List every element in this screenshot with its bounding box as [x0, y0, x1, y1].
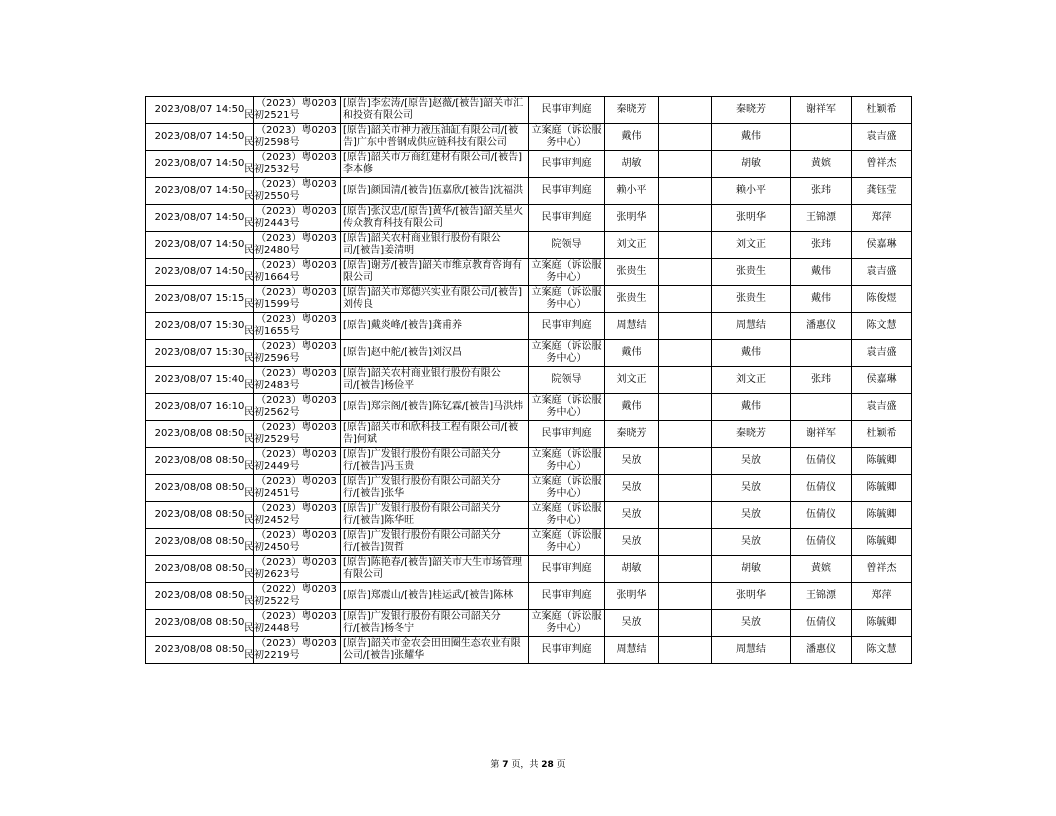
hearing-time-cell: 2023/08/08 08:50: [146, 448, 254, 475]
empty-cell: [659, 421, 712, 448]
presiding-judge-cell: 周慧结: [712, 313, 791, 340]
case-number-cell: [244, 502, 341, 529]
department-cell: 立案庭（诉讼服务中心）: [529, 340, 605, 367]
judge-cell: 胡敏: [605, 556, 659, 583]
empty-cell: [659, 610, 712, 637]
parties-cell: [原告]韶关市神力液压油缸有限公司/[被告]广东中普钢成供应链科技有限公司: [341, 124, 529, 151]
case-number-line1: （2023）粤0203: [256, 314, 337, 325]
department-cell: 民事审判庭: [529, 556, 605, 583]
assistant-judge-cell: [791, 340, 852, 367]
clerk-cell: 侯嘉琳: [852, 367, 912, 394]
case-number-line1: （2023）粤0203: [256, 98, 337, 109]
empty-cell: [659, 124, 712, 151]
department-cell: 民事审判庭: [529, 151, 605, 178]
judge-cell: 吴放: [605, 448, 659, 475]
assistant-judge-cell: 张玮: [791, 178, 852, 205]
case-number-cell: [244, 232, 341, 259]
department-cell: 立案庭（诉讼服务中心）: [529, 610, 605, 637]
table-row: [146, 124, 912, 151]
case-number-line1: （2023）粤0203: [256, 557, 337, 568]
case-number-line1: （2023）粤0203: [256, 395, 337, 406]
clerk-cell: 陈毓卿: [852, 448, 912, 475]
case-number-cell: [244, 367, 341, 394]
case-number-cell: [244, 421, 341, 448]
assistant-judge-cell: [791, 394, 852, 421]
presiding-judge-cell: 吴放: [712, 610, 791, 637]
parties-cell: [原告]郑宗阁/[被告]陈钇霖/[被告]马洪炜: [341, 394, 529, 421]
hearing-time-cell: 2023/08/07 15:30: [146, 340, 254, 367]
department-cell: 院领导: [529, 367, 605, 394]
case-number-line2: 民初2443号: [244, 218, 300, 229]
empty-cell: [659, 448, 712, 475]
department-cell: 立案庭（诉讼服务中心）: [529, 286, 605, 313]
clerk-cell: 侯嘉琳: [852, 232, 912, 259]
judge-cell: 张贵生: [605, 286, 659, 313]
case-number-cell: [244, 286, 341, 313]
table-row: [146, 610, 912, 637]
case-number-line2: 民初2449号: [244, 461, 300, 472]
department-cell: 立案庭（诉讼服务中心）: [529, 475, 605, 502]
hearing-time-cell: 2023/08/08 08:50: [146, 421, 254, 448]
table-row: [146, 259, 912, 286]
footer-suffix: 页: [556, 760, 566, 770]
hearing-time-cell: 2023/08/07 14:50: [146, 232, 254, 259]
case-number-cell: [244, 556, 341, 583]
case-number-cell: [244, 313, 341, 340]
presiding-judge-cell: 张贵生: [712, 259, 791, 286]
presiding-judge-cell: 秦晓芳: [712, 421, 791, 448]
case-number-line1: （2023）粤0203: [256, 260, 337, 271]
parties-cell: [原告]谢芳/[被告]韶关市维京教育咨询有限公司: [341, 259, 529, 286]
parties-cell: [原告]韶关农村商业银行股份有限公司/[被告]姜清明: [341, 232, 529, 259]
table-row: [146, 286, 912, 313]
presiding-judge-cell: 吴放: [712, 529, 791, 556]
department-cell: 立案庭（诉讼服务中心）: [529, 529, 605, 556]
case-number-line1: （2023）粤0203: [256, 422, 337, 433]
table-row: [146, 556, 912, 583]
case-number-line1: （2022）粤0203: [256, 584, 337, 595]
empty-cell: [659, 529, 712, 556]
table-row: [146, 475, 912, 502]
parties-cell: [原告]张汉忠/[原告]黄华/[被告]韶关星火传众教育科技有限公司: [341, 205, 529, 232]
parties-cell: [原告]韶关农村商业银行股份有限公司/[被告]杨俭平: [341, 367, 529, 394]
assistant-judge-cell: 谢祥军: [791, 421, 852, 448]
empty-cell: [659, 340, 712, 367]
department-cell: 立案庭（诉讼服务中心）: [529, 394, 605, 421]
table-row: [146, 367, 912, 394]
hearing-time-cell: 2023/08/07 14:50: [146, 151, 254, 178]
judge-cell: 秦晓芳: [605, 421, 659, 448]
case-number-line2: 民初2450号: [244, 542, 300, 553]
case-number-cell: [244, 178, 341, 205]
case-number-line2: 民初2562号: [244, 407, 300, 418]
presiding-judge-cell: 胡敏: [712, 151, 791, 178]
footer-page-number: 7: [502, 760, 509, 770]
parties-cell: [原告]韶关市金农会田田圈生态农业有限公司/[被告]张耀华: [341, 637, 529, 664]
parties-cell: [原告]广发银行股份有限公司韶关分行/[被告]杨冬宁: [341, 610, 529, 637]
assistant-judge-cell: 王锦漂: [791, 583, 852, 610]
judge-cell: 吴放: [605, 475, 659, 502]
table-row: [146, 583, 912, 610]
judge-cell: 秦晓芳: [605, 97, 659, 124]
case-number-line1: （2023）粤0203: [256, 449, 337, 460]
department-cell: 立案庭（诉讼服务中心）: [529, 448, 605, 475]
case-number-cell: [244, 394, 341, 421]
case-number-line2: 民初2529号: [244, 434, 300, 445]
page-footer: [0, 757, 1056, 770]
case-number-line2: 民初2596号: [244, 353, 300, 364]
presiding-judge-cell: 张贵生: [712, 286, 791, 313]
empty-cell: [659, 205, 712, 232]
clerk-cell: 曾祥杰: [852, 556, 912, 583]
hearing-time-cell: 2023/08/07 14:50: [146, 97, 254, 124]
hearing-time-cell: 2023/08/08 08:50: [146, 529, 254, 556]
judge-cell: 刘文正: [605, 232, 659, 259]
presiding-judge-cell: 吴放: [712, 448, 791, 475]
case-number-line1: （2023）粤0203: [256, 530, 337, 541]
hearing-time-cell: 2023/08/08 08:50: [146, 556, 254, 583]
clerk-cell: 陈文慧: [852, 313, 912, 340]
case-number-line2: 民初1664号: [244, 272, 300, 283]
case-number-line2: 民初2483号: [244, 380, 300, 391]
clerk-cell: 袁吉盛: [852, 340, 912, 367]
case-number-line2: 民初2521号: [244, 110, 300, 121]
case-number-line1: （2023）粤0203: [256, 341, 337, 352]
judge-cell: 吴放: [605, 529, 659, 556]
case-number-cell: [244, 124, 341, 151]
assistant-judge-cell: 伍倩仪: [791, 448, 852, 475]
clerk-cell: 袁吉盛: [852, 259, 912, 286]
parties-cell: [原告]韶关市和欣科技工程有限公司/[被告]何斌: [341, 421, 529, 448]
parties-cell: [原告]广发银行股份有限公司韶关分行/[被告]陈华旺: [341, 502, 529, 529]
hearing-time-cell: 2023/08/07 14:50: [146, 178, 254, 205]
footer-total-pages: 28: [541, 760, 554, 770]
presiding-judge-cell: 吴放: [712, 502, 791, 529]
case-number-line1: （2023）粤0203: [256, 476, 337, 487]
parties-cell: [原告]赵中舵/[被告]刘汉昌: [341, 340, 529, 367]
clerk-cell: 陈毓卿: [852, 610, 912, 637]
department-cell: 立案庭（诉讼服务中心）: [529, 124, 605, 151]
hearing-time-cell: 2023/08/08 08:50: [146, 610, 254, 637]
case-number-cell: [244, 340, 341, 367]
presiding-judge-cell: 刘文正: [712, 232, 791, 259]
empty-cell: [659, 583, 712, 610]
clerk-cell: 陈俊煜: [852, 286, 912, 313]
department-cell: 民事审判庭: [529, 97, 605, 124]
case-number-line1: （2023）粤0203: [256, 287, 337, 298]
empty-cell: [659, 97, 712, 124]
assistant-judge-cell: 戴伟: [791, 286, 852, 313]
case-number-line2: 民初1655号: [244, 326, 300, 337]
table-row: [146, 637, 912, 664]
presiding-judge-cell: 秦晓芳: [712, 97, 791, 124]
empty-cell: [659, 394, 712, 421]
empty-cell: [659, 313, 712, 340]
case-number-line1: （2023）粤0203: [256, 125, 337, 136]
judge-cell: 戴伟: [605, 340, 659, 367]
judge-cell: 吴放: [605, 610, 659, 637]
assistant-judge-cell: 伍倩仪: [791, 610, 852, 637]
clerk-cell: 杜颖希: [852, 97, 912, 124]
assistant-judge-cell: 黄嫔: [791, 556, 852, 583]
assistant-judge-cell: 王锦漂: [791, 205, 852, 232]
assistant-judge-cell: 张玮: [791, 232, 852, 259]
presiding-judge-cell: 戴伟: [712, 124, 791, 151]
assistant-judge-cell: [791, 124, 852, 151]
table-row: [146, 178, 912, 205]
assistant-judge-cell: 黄嫔: [791, 151, 852, 178]
clerk-cell: 袁吉盛: [852, 394, 912, 421]
case-number-line2: 民初2448号: [244, 623, 300, 634]
case-number-cell: [244, 259, 341, 286]
case-number-line2: 民初2219号: [244, 650, 300, 661]
judge-cell: 周慧结: [605, 313, 659, 340]
judge-cell: 吴放: [605, 502, 659, 529]
case-number-line1: （2023）粤0203: [256, 503, 337, 514]
hearing-time-cell: 2023/08/08 08:50: [146, 637, 254, 664]
presiding-judge-cell: 戴伟: [712, 340, 791, 367]
case-number-line2: 民初2522号: [244, 596, 300, 607]
assistant-judge-cell: 张玮: [791, 367, 852, 394]
case-number-cell: [244, 583, 341, 610]
table-row: [146, 151, 912, 178]
empty-cell: [659, 178, 712, 205]
hearing-schedule-table: [145, 96, 912, 664]
assistant-judge-cell: 伍倩仪: [791, 502, 852, 529]
table-row: [146, 232, 912, 259]
hearing-time-cell: 2023/08/07 16:10: [146, 394, 254, 421]
case-number-line1: （2023）粤0203: [256, 611, 337, 622]
hearing-time-cell: 2023/08/07 14:50: [146, 259, 254, 286]
case-number-cell: [244, 151, 341, 178]
empty-cell: [659, 637, 712, 664]
parties-cell: [原告]李宏涛/[原告]赵薇/[被告]韶关市汇和投资有限公司: [341, 97, 529, 124]
clerk-cell: 陈毓卿: [852, 475, 912, 502]
empty-cell: [659, 259, 712, 286]
hearing-time-cell: 2023/08/07 14:50: [146, 205, 254, 232]
clerk-cell: 杜颖希: [852, 421, 912, 448]
clerk-cell: 陈毓卿: [852, 529, 912, 556]
table-row: [146, 205, 912, 232]
clerk-cell: 袁吉盛: [852, 124, 912, 151]
department-cell: 民事审判庭: [529, 421, 605, 448]
case-number-line1: （2023）粤0203: [256, 638, 337, 649]
hearing-time-cell: 2023/08/08 08:50: [146, 583, 254, 610]
assistant-judge-cell: 戴伟: [791, 259, 852, 286]
judge-cell: 张贵生: [605, 259, 659, 286]
department-cell: 院领导: [529, 232, 605, 259]
case-number-line2: 民初2598号: [244, 137, 300, 148]
case-number-cell: [244, 610, 341, 637]
table-row: [146, 313, 912, 340]
case-number-line2: 民初2623号: [244, 569, 300, 580]
case-number-cell: [244, 529, 341, 556]
case-number-cell: [244, 475, 341, 502]
judge-cell: 刘文正: [605, 367, 659, 394]
table-body: [146, 97, 912, 664]
presiding-judge-cell: 周慧结: [712, 637, 791, 664]
table-row: [146, 529, 912, 556]
empty-cell: [659, 556, 712, 583]
case-number-line1: （2023）粤0203: [256, 368, 337, 379]
table-row: [146, 97, 912, 124]
parties-cell: [原告]戴炎峰/[被告]龚甫养: [341, 313, 529, 340]
case-number-line2: 民初2451号: [244, 488, 300, 499]
case-number-cell: [244, 205, 341, 232]
case-number-cell: [244, 97, 341, 124]
case-number-line1: （2023）粤0203: [256, 233, 337, 244]
case-number-line2: 民初2532号: [244, 164, 300, 175]
clerk-cell: 曾祥杰: [852, 151, 912, 178]
table-row: [146, 340, 912, 367]
department-cell: 立案庭（诉讼服务中心）: [529, 502, 605, 529]
department-cell: 民事审判庭: [529, 205, 605, 232]
presiding-judge-cell: 赖小平: [712, 178, 791, 205]
presiding-judge-cell: 张明华: [712, 583, 791, 610]
clerk-cell: 龚钰莹: [852, 178, 912, 205]
empty-cell: [659, 286, 712, 313]
department-cell: 民事审判庭: [529, 637, 605, 664]
table-row: [146, 421, 912, 448]
hearing-time-cell: 2023/08/07 14:50: [146, 124, 254, 151]
parties-cell: [原告]陈艳春/[被告]韶关市大生市场管理有限公司: [341, 556, 529, 583]
empty-cell: [659, 502, 712, 529]
judge-cell: 赖小平: [605, 178, 659, 205]
table-row: [146, 394, 912, 421]
case-number-line2: 民初2550号: [244, 191, 300, 202]
case-number-cell: [244, 637, 341, 664]
case-number-line1: （2023）粤0203: [256, 179, 337, 190]
parties-cell: [原告]广发银行股份有限公司韶关分行/[被告]张华: [341, 475, 529, 502]
hearing-time-cell: 2023/08/08 08:50: [146, 502, 254, 529]
empty-cell: [659, 367, 712, 394]
case-number-cell: [244, 448, 341, 475]
case-number-line2: 民初2452号: [244, 515, 300, 526]
department-cell: 民事审判庭: [529, 313, 605, 340]
assistant-judge-cell: 伍倩仪: [791, 529, 852, 556]
hearing-time-cell: 2023/08/08 08:50: [146, 475, 254, 502]
table-row: [146, 502, 912, 529]
case-number-line1: （2023）粤0203: [256, 206, 337, 217]
parties-cell: [原告]郑震山/[被告]桂运武/[被告]陈林: [341, 583, 529, 610]
hearing-time-cell: 2023/08/07 15:40: [146, 367, 254, 394]
presiding-judge-cell: 胡敏: [712, 556, 791, 583]
assistant-judge-cell: 谢祥军: [791, 97, 852, 124]
parties-cell: [原告]颜国清/[被告]伍嘉欣/[被告]沈福洪: [341, 178, 529, 205]
judge-cell: 戴伟: [605, 124, 659, 151]
parties-cell: [原告]韶关市郑德兴实业有限公司/[被告]刘传良: [341, 286, 529, 313]
judge-cell: 张明华: [605, 205, 659, 232]
assistant-judge-cell: 伍倩仪: [791, 475, 852, 502]
judge-cell: 胡敏: [605, 151, 659, 178]
presiding-judge-cell: 吴放: [712, 475, 791, 502]
presiding-judge-cell: 张明华: [712, 205, 791, 232]
clerk-cell: 陈毓卿: [852, 502, 912, 529]
case-number-line2: 民初1599号: [244, 299, 300, 310]
table-row: [146, 448, 912, 475]
judge-cell: 戴伟: [605, 394, 659, 421]
assistant-judge-cell: 潘惠仪: [791, 637, 852, 664]
clerk-cell: 郑萍: [852, 205, 912, 232]
case-number-line1: （2023）粤0203: [256, 152, 337, 163]
empty-cell: [659, 151, 712, 178]
hearing-time-cell: 2023/08/07 15:15: [146, 286, 254, 313]
assistant-judge-cell: 潘惠仪: [791, 313, 852, 340]
department-cell: 立案庭（诉讼服务中心）: [529, 259, 605, 286]
empty-cell: [659, 232, 712, 259]
parties-cell: [原告]广发银行股份有限公司韶关分行/[被告]冯玉贵: [341, 448, 529, 475]
clerk-cell: 陈文慧: [852, 637, 912, 664]
judge-cell: 周慧结: [605, 637, 659, 664]
footer-prefix: 第: [490, 760, 500, 770]
footer-mid: 页，共: [511, 760, 539, 770]
hearing-time-cell: 2023/08/07 15:30: [146, 313, 254, 340]
department-cell: 民事审判庭: [529, 583, 605, 610]
judge-cell: 张明华: [605, 583, 659, 610]
empty-cell: [659, 475, 712, 502]
presiding-judge-cell: 戴伟: [712, 394, 791, 421]
clerk-cell: 郑萍: [852, 583, 912, 610]
case-number-line2: 民初2480号: [244, 245, 300, 256]
parties-cell: [原告]广发银行股份有限公司韶关分行/[被告]贺哲: [341, 529, 529, 556]
department-cell: 民事审判庭: [529, 178, 605, 205]
presiding-judge-cell: 刘文正: [712, 367, 791, 394]
parties-cell: [原告]韶关市万商红建材有限公司/[被告]李本修: [341, 151, 529, 178]
